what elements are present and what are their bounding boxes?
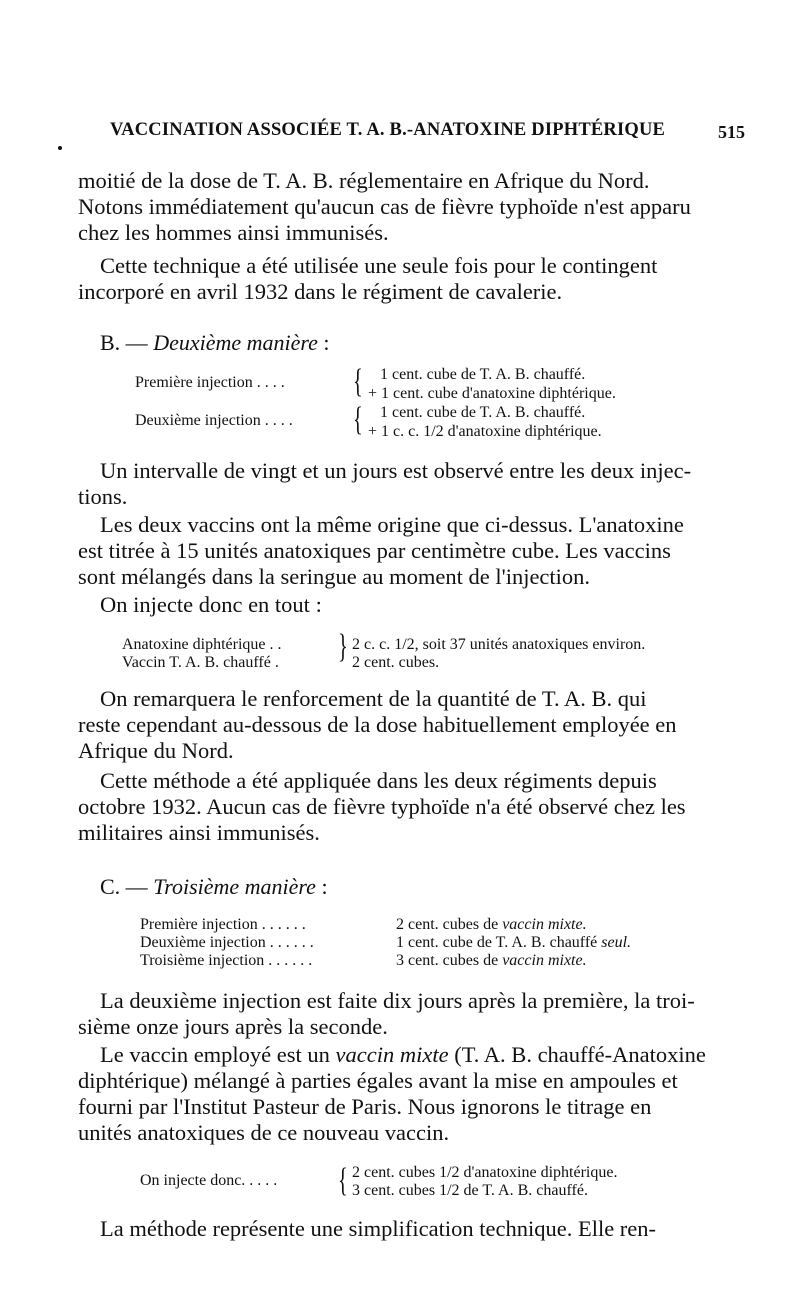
margin-mark: [58, 146, 62, 150]
section-c-para2-before: Le vaccin employé est un: [100, 1042, 330, 1067]
section-c-row-1-value: [396, 916, 587, 934]
section-c-row-1-value-plain: 2 cent. cubes de: [396, 916, 499, 933]
section-b-para2-line-4: Cette méthode a été appliquée dans les deux régiments depuis: [100, 768, 657, 793]
section-b-heading-prefix: B. —: [100, 330, 148, 355]
section-c-para1-line-2: sième onze jours après la seconde.: [78, 1014, 388, 1039]
section-c-heading-suffix: :: [321, 874, 328, 899]
section-b-row-1-label: Première injection . . . .: [135, 374, 285, 391]
section-c-para2-line-1: [100, 1042, 706, 1068]
section-b-para2-line-3: Afrique du Nord.: [78, 738, 234, 763]
section-c-para2-italic: vaccin mixte: [335, 1042, 449, 1067]
section-c-heading: [100, 874, 328, 900]
section-c-para1-line-1: La deuxième injection est faite dix jours après la première, la troi-: [100, 988, 695, 1013]
section-b-para2-line-2: reste cependant au-dessous de la dose habituellement employée en: [78, 712, 677, 737]
final-table-line-1: 2 cent. cubes 1/2 d'anatoxine diphtérique.: [352, 1164, 618, 1181]
section-c-para2-line-3: fourni par l'Institut Pasteur de Paris. Nous ignorons le titrage en: [78, 1094, 652, 1119]
section-c-row-3-label: Troisième injection . . . . . .: [140, 952, 313, 969]
section-c-para2-line-2: diphtérique) mélangé à parties égales avant la mise en ampoules et: [78, 1068, 678, 1093]
section-c-row-1-label: Première injection . . . . . .: [140, 916, 306, 933]
final-table-label: On injecte donc. . . . .: [140, 1172, 278, 1189]
section-c-para2-line-4: unités anatoxiques de ce nouveau vaccin.: [78, 1120, 450, 1145]
section-b-para-line-6: On injecte donc en tout :: [100, 592, 322, 617]
brace: {: [353, 401, 363, 438]
section-c-row-2-value-italic: seul.: [601, 934, 632, 951]
brace: }: [338, 628, 348, 665]
final-table-line-2: 3 cent. cubes 1/2 de T. A. B. chauffé.: [352, 1182, 588, 1199]
section-b-row-1-line-1: 1 cent. cube de T. A. B. chauffé.: [380, 366, 586, 383]
section-b-para-line-1: Un intervalle de vingt et un jours est observé entre les deux injec-: [100, 458, 692, 483]
dose-value-1: 2 c. c. 1/2, soit 37 unités anatoxiques environ.: [352, 636, 646, 653]
section-b-row-2-label: Deuxième injection . . . .: [135, 412, 293, 429]
last-line: La méthode représente une simplification technique. Elle ren-: [100, 1216, 657, 1241]
dose-label-1: Anatoxine diphtérique . .: [122, 636, 282, 653]
section-b-para-line-2: tions.: [78, 484, 128, 509]
section-b-heading-suffix: :: [323, 330, 330, 355]
section-b-row-2-line-1: 1 cent. cube de T. A. B. chauffé.: [380, 404, 586, 421]
section-b-row-1-line-2: + 1 cent. cube d'anatoxine diphtérique.: [368, 385, 616, 402]
section-c-para2-after: (T. A. B. chauffé-Anatoxine: [454, 1042, 706, 1067]
section-b-heading-title: Deuxième manière: [153, 330, 318, 355]
intro-line-5: incorporé en avril 1932 dans le régiment de cavalerie.: [78, 279, 563, 304]
intro-line-1: moitié de la dose de T. A. B. réglementaire en Afrique du Nord.: [78, 168, 650, 193]
section-c-row-1-value-italic: vaccin mixte.: [502, 916, 587, 933]
section-b-para-line-4: est titrée à 15 unités anatoxiques par centimètre cube. Les vaccins: [78, 538, 671, 563]
dose-value-2: 2 cent. cubes.: [352, 654, 440, 671]
section-c-row-2-label: Deuxième injection . . . . . .: [140, 934, 314, 951]
section-b-para-line-5: sont mélangés dans la seringue au moment de l'injection.: [78, 564, 591, 589]
intro-line-4: Cette technique a été utilisée une seule fois pour le contingent: [100, 253, 658, 278]
section-b-heading: [100, 330, 330, 356]
section-c-row-3-value: [396, 952, 587, 970]
section-c-row-3-value-italic: vaccin mixte.: [502, 952, 587, 969]
section-b-para2-line-5: octobre 1932. Aucun cas de fièvre typhoïde n'a été observé chez les: [78, 794, 686, 819]
intro-line-2: Notons immédiatement qu'aucun cas de fièvre typhoïde n'est apparu: [78, 194, 691, 219]
section-b-para2-line-6: militaires ainsi immunisés.: [78, 820, 320, 845]
running-header-title: VACCINATION ASSOCIÉE T. A. B.-ANATOXINE DIPHTÉRIQUE: [110, 120, 666, 140]
section-c-heading-title: Troisième manière: [153, 874, 316, 899]
dose-label-2: Vaccin T. A. B. chauffé .: [122, 654, 279, 671]
section-c-heading-prefix: C. —: [100, 874, 148, 899]
intro-line-3: chez les hommes ainsi immunisés.: [78, 220, 389, 245]
section-b-para2-line-1: On remarquera le renforcement de la quantité de T. A. B. qui: [100, 686, 647, 711]
page-number: 515: [718, 122, 745, 142]
section-b-para-line-3: Les deux vaccins ont la même origine que ci-dessus. L'anatoxine: [100, 512, 684, 537]
section-c-row-3-value-plain: 3 cent. cubes de: [396, 952, 499, 969]
brace: {: [353, 363, 363, 400]
brace: {: [338, 1162, 348, 1199]
section-c-row-2-value: [396, 934, 631, 952]
section-b-row-2-line-2: + 1 c. c. 1/2 d'anatoxine diphtérique.: [368, 423, 602, 440]
section-c-row-2-value-plain: 1 cent. cube de T. A. B. chauffé: [396, 934, 598, 951]
